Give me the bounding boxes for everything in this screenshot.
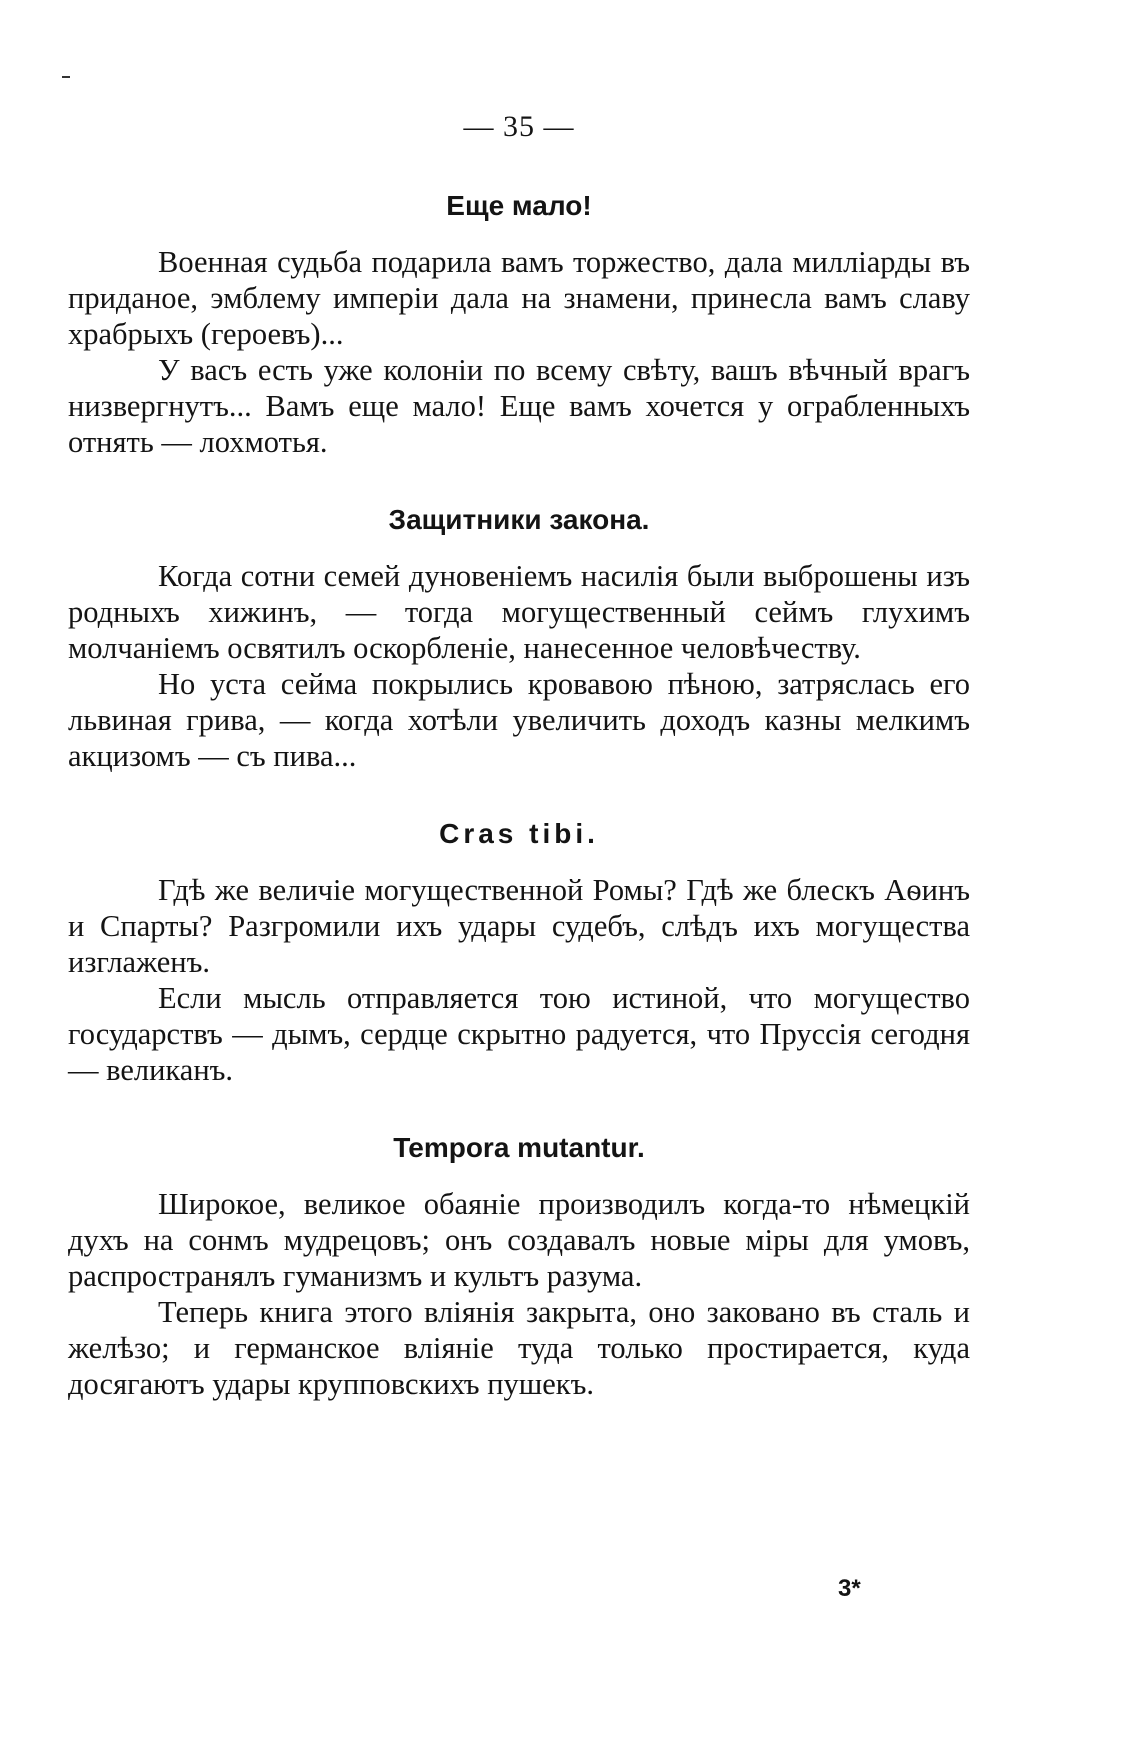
paragraph: Военная судьба подарила вамъ торжество, дала милліарды въ приданое, эмблему имперіи дала на знамени, принесла вамъ славу храбрыхъ (героевъ)...: [68, 245, 970, 351]
paragraph: Гдѣ же величіе могущественной Ромы? Гдѣ же блескъ Аѳинъ и Спарты? Разгромили ихъ удары судебъ, слѣдъ ихъ могущества изглаженъ.: [68, 873, 970, 979]
section-cras-tibi: [68, 818, 970, 1088]
section-eshche-malo: [68, 190, 970, 460]
paragraph: У васъ есть уже колоніи по всему свѣту, вашъ вѣчный врагъ низвергнутъ... Вамъ еще мало! Еще вамъ хочется у ограбленныхъ отнять — лохмотья.: [68, 353, 970, 459]
paragraph: Широкое, великое обаяніе производилъ когда-то нѣмецкій духъ на сонмъ мудрецовъ; онъ создавалъ новые міры для умовъ, распространялъ гуманизмъ и культъ разума.: [68, 1187, 970, 1293]
paragraph: Когда сотни семей дуновеніемъ насилія были выброшены изъ родныхъ хижинъ, — тогда могущественный сеймъ глухимъ молчаніемъ освятилъ оскорбленіе, нанесенное человѣчеству.: [68, 559, 970, 665]
section-title: Еще мало!: [446, 190, 592, 221]
section-zashchitniki-zakona: [68, 504, 970, 774]
printer-signature-mark: 3*: [838, 1575, 861, 1602]
section-title: Защитники закона.: [388, 504, 650, 535]
paragraph: Если мысль отправляется тою истиной, что могущество государствъ — дымъ, сердце скрытно радуется, что Пруссія сегодня — великанъ.: [68, 981, 970, 1087]
scan-mark: [62, 76, 70, 78]
book-page: [68, 110, 970, 1446]
page-number: — 35 —: [463, 110, 575, 143]
section-tempora-mutantur: [68, 1132, 970, 1402]
paragraph: Теперь книга этого вліянія закрыта, оно заковано въ сталь и желѣзо; и германское вліяніе туда только простирается, куда досягаютъ удары крупповскихъ пушекъ.: [68, 1295, 970, 1401]
section-title: Tempora mutantur.: [393, 1132, 645, 1163]
paragraph: Но уста сейма покрылись кровавою пѣною, затряслась его львиная грива, — когда хотѣли увеличить доходъ казны мелкимъ акцизомъ — съ пива...: [68, 667, 970, 773]
section-title: Cras tibi.: [439, 818, 599, 849]
